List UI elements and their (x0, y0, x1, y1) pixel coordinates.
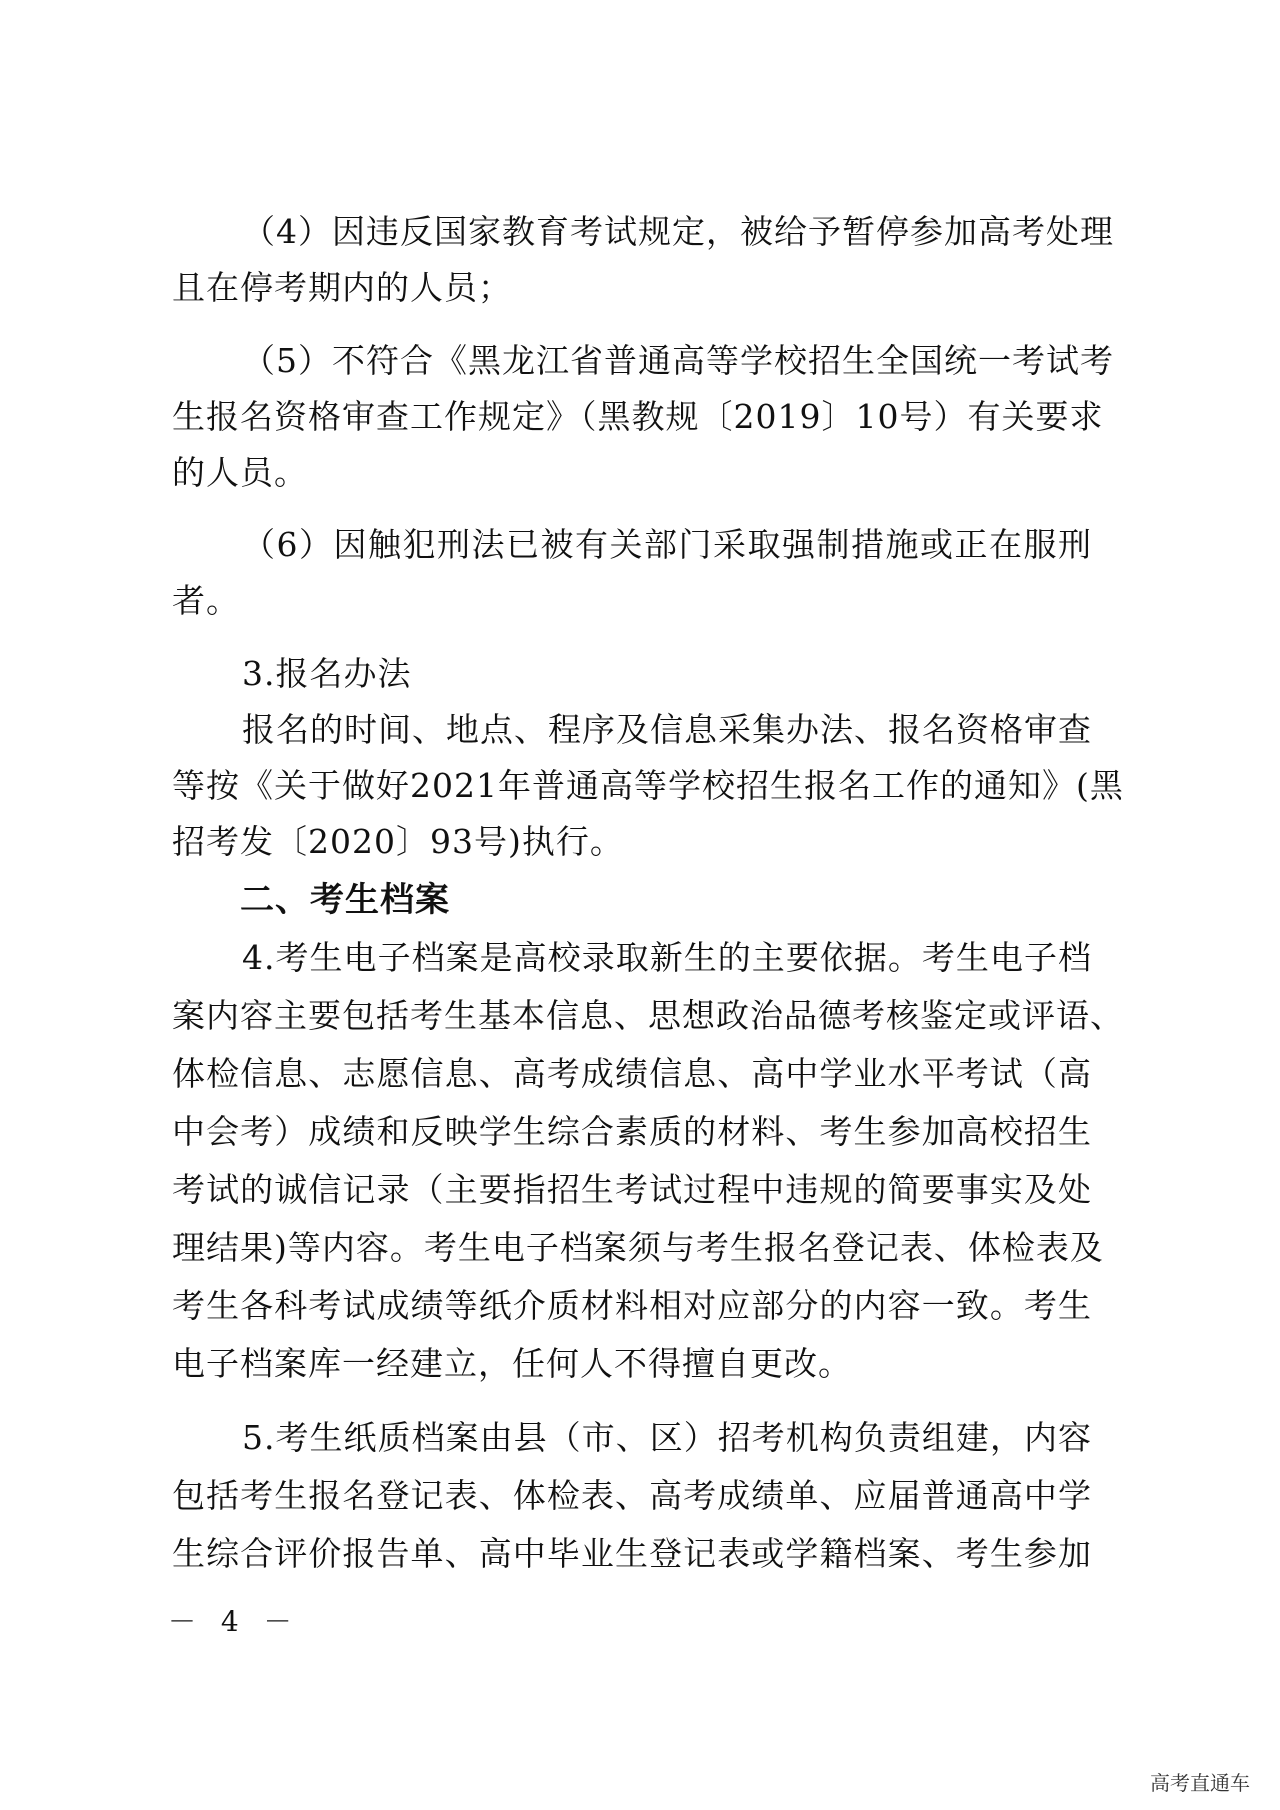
item-5-line-3: 的人员。 (172, 453, 308, 492)
item-4-archive-line-7: 考生各科考试成绩等纸介质材料相对应部分的内容一致。考生 (172, 1286, 1092, 1325)
page-number: － 4 － (168, 1605, 300, 1638)
item-4-archive-line-4: 中会考）成绩和反映学生综合素质的材料、考生参加高校招生 (172, 1112, 1092, 1151)
section-heading-student-archives: 二、考生档案 (240, 880, 450, 920)
item-6-line-2: 者。 (172, 581, 240, 620)
section-3-line-1: 报名的时间、地点、程序及信息采集办法、报名资格审查 (242, 710, 1092, 749)
section-3-line-3: 招考发〔2020〕93号)执行。 (172, 822, 624, 861)
watermark-text: 高考直通车 (1150, 1771, 1250, 1795)
item-4-archive-line-6: 理结果)等内容。考生电子档案须与考生报名登记表、体检表及 (172, 1228, 1104, 1267)
item-5-archive-line-3: 生综合评价报告单、高中毕业生登记表或学籍档案、考生参加 (172, 1534, 1092, 1573)
item-4-archive-line-5: 考试的诚信记录（主要指招生考试过程中违规的简要事实及处 (172, 1170, 1092, 1209)
item-5-archive-line-2: 包括考生报名登记表、体检表、高考成绩单、应届普通高中学 (172, 1476, 1092, 1515)
section-3-line-2: 等按《关于做好2021年普通高等学校招生报名工作的通知》(黑 (172, 766, 1124, 805)
item-4-line-2: 且在停考期内的人员； (172, 268, 512, 307)
item-4-archive-line-2: 案内容主要包括考生基本信息、思想政治品德考核鉴定或评语、 (172, 996, 1124, 1035)
section-3-title: 3.报名办法 (242, 654, 412, 693)
item-4-archive-line-3: 体检信息、志愿信息、高考成绩信息、高中学业水平考试（高 (172, 1054, 1092, 1093)
item-5-line-2: 生报名资格审查工作规定》（黑教规〔2019〕10号）有关要求 (172, 397, 1104, 436)
item-5-line-1: （5）不符合《黑龙江省普通高等学校招生全国统一考试考 (242, 341, 1114, 380)
item-4-archive-line-8: 电子档案库一经建立，任何人不得擅自更改。 (172, 1344, 852, 1383)
item-4-line-1: （4）因违反国家教育考试规定，被给予暂停参加高考处理 (242, 212, 1114, 251)
item-6-line-1: （6）因触犯刑法已被有关部门采取强制措施或正在服刑 (242, 525, 1092, 564)
item-4-archive-line-1: 4.考生电子档案是高校录取新生的主要依据。考生电子档 (242, 938, 1092, 977)
item-5-archive-line-1: 5.考生纸质档案由县（市、区）招考机构负责组建，内容 (242, 1418, 1092, 1457)
